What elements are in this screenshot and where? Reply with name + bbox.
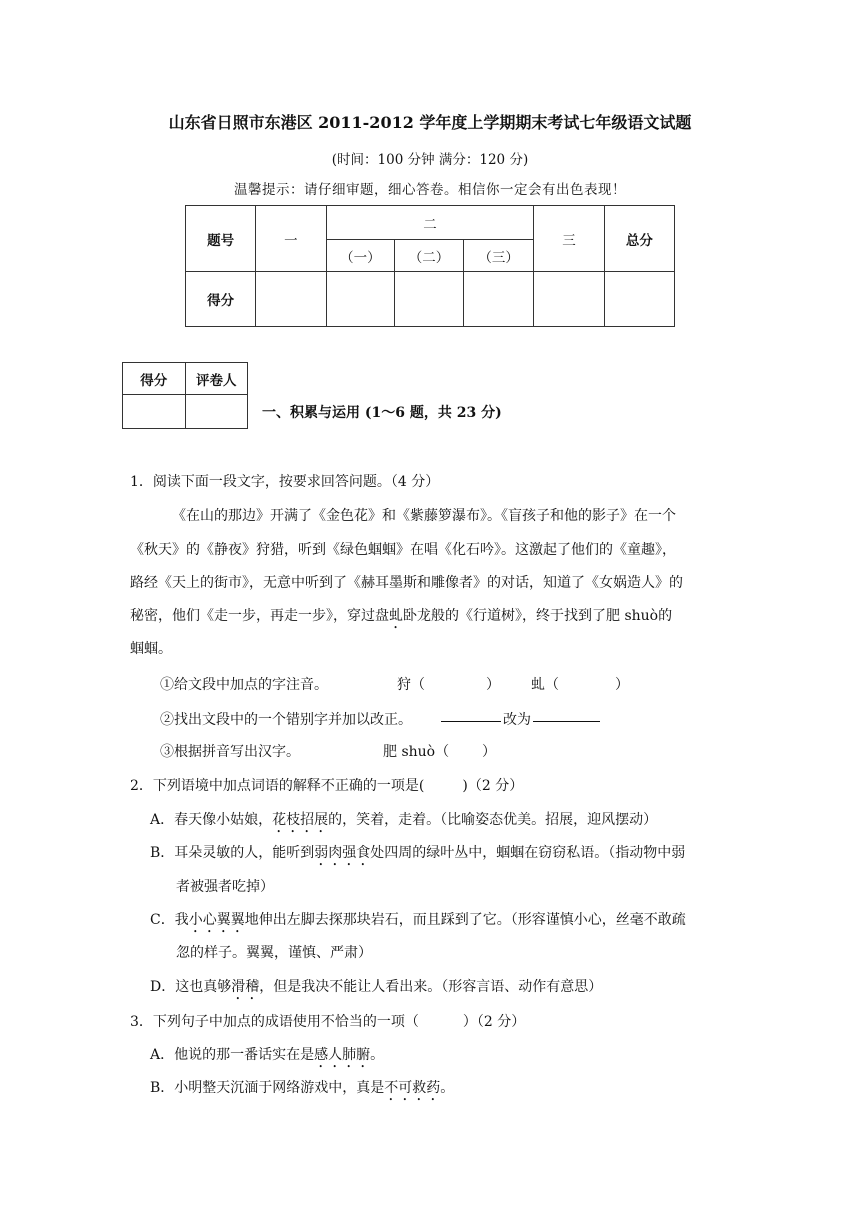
q1-sub-2-mid: 改为 bbox=[503, 712, 531, 728]
option-text: A．春天像小姑娘， bbox=[150, 812, 273, 828]
dotted-term: 弱肉强食 bbox=[314, 845, 371, 861]
option-text: D．这也真够 bbox=[150, 979, 232, 995]
header-sub-1: （一） bbox=[326, 240, 395, 272]
q2-heading-text: 2．下列语境中加点词语的解释不正确的一项是( bbox=[130, 778, 425, 794]
q1-passage-line: 路经《天上的街市》，无意中听到了《赫耳墨斯和雕像者》的对话，知道了《女娲造人》的 bbox=[130, 575, 683, 591]
header-sub-3: （三） bbox=[463, 240, 534, 272]
grader-name-cell[interactable] bbox=[185, 395, 248, 429]
q3-heading bbox=[130, 1011, 525, 1031]
header-part-two: 二 bbox=[326, 206, 534, 240]
header-part-three: 三 bbox=[534, 206, 604, 272]
q3-heading-end: ）（2 分） bbox=[462, 1014, 526, 1030]
q2-option-c bbox=[150, 909, 686, 936]
q2-option-c-continued: 忽的样子。翼翼，谨慎、严肃） bbox=[176, 945, 372, 961]
option-text: B．小明整天沉湎于网络游戏中，真是 bbox=[150, 1080, 385, 1096]
q2-option-d bbox=[150, 976, 602, 1003]
dotted-term: 感人肺腑 bbox=[314, 1047, 371, 1063]
q2-option-b bbox=[150, 842, 685, 869]
q1-dotted-char: 虬 bbox=[389, 608, 403, 624]
exam-time-info: (时间：100 分钟 满分：120 分) bbox=[331, 152, 529, 168]
score-cell[interactable] bbox=[395, 272, 464, 327]
q2-heading bbox=[130, 775, 523, 795]
q1-sub-2-answer-blank[interactable] bbox=[533, 707, 600, 722]
row-score-label: 得分 bbox=[186, 272, 256, 327]
option-text: C．我 bbox=[150, 912, 189, 928]
grader-name-label: 评卷人 bbox=[185, 363, 248, 395]
option-text: 地伸出左脚去探那块岩石，而且踩到了它。（形容谨慎小心，丝毫不敢疏 bbox=[244, 912, 686, 928]
q2-option-a bbox=[150, 809, 657, 836]
option-text: B．耳朵灵敏的人，能听到 bbox=[150, 845, 315, 861]
score-cell[interactable] bbox=[463, 272, 534, 327]
score-cell[interactable] bbox=[534, 272, 604, 327]
score-cell[interactable] bbox=[604, 272, 674, 327]
q1-passage-line bbox=[130, 605, 672, 632]
header-part-one: 一 bbox=[256, 206, 326, 272]
q3-option-a bbox=[150, 1044, 384, 1071]
dotted-term: 小心翼翼 bbox=[188, 912, 245, 928]
q2-heading-end: )（2 分） bbox=[462, 778, 524, 794]
q1-sub-2: ②找出文段中的一个错别字并加以改正。 bbox=[160, 712, 412, 728]
q1-sub-1-close-b: ） bbox=[615, 677, 629, 693]
q1-sub-3-close: ） bbox=[482, 744, 496, 760]
q3-heading-text: 3．下列句子中加点的成语使用不恰当的一项（ bbox=[130, 1014, 419, 1030]
option-text: 的，笑着，走着。（比喻姿态优美。招展，迎风摆动） bbox=[328, 812, 658, 828]
q1-heading: 1．阅读下面一段文字，按要求回答问题。（4 分） bbox=[130, 474, 440, 490]
q3-option-b bbox=[150, 1077, 454, 1104]
option-text: ，但是我决不能让人看出来。（形容言语、动作有意思） bbox=[259, 979, 603, 995]
q1-passage-line: 《秋天》的《静夜》狩猎，听到《绿色蝈蝈》在唱《化石吟》。这激起了他们的《童趣》， bbox=[130, 542, 676, 558]
grader-table bbox=[122, 362, 248, 429]
q1-sub-1-blank-b: 虬（ bbox=[531, 677, 559, 693]
header-total: 总分 bbox=[604, 206, 674, 272]
option-text: A．他说的那一番话实在是 bbox=[150, 1047, 315, 1063]
option-text: 。 bbox=[440, 1080, 455, 1096]
q1-sub-3: ③根据拼音写出汉字。 bbox=[160, 744, 300, 760]
score-cell[interactable] bbox=[326, 272, 395, 327]
dotted-term: 花枝招展 bbox=[272, 812, 329, 828]
option-text: 。 bbox=[370, 1047, 385, 1063]
header-question-number: 题号 bbox=[186, 206, 256, 272]
dotted-term: 不可救药 bbox=[384, 1080, 441, 1096]
section-title: 一、积累与运用 (1～6 题，共 23 分) bbox=[262, 405, 502, 421]
q1-passage-text: 卧龙般的《行道树》，终于找到了肥 shuò的 bbox=[403, 608, 673, 624]
q1-sub-2-blank[interactable] bbox=[441, 707, 501, 722]
q1-sub-3-blank: 肥 shuò（ bbox=[383, 744, 450, 760]
option-text: 处四周的绿叶丛中，蝈蝈在窃窃私语。（指动物中弱 bbox=[370, 845, 686, 861]
score-cell[interactable] bbox=[256, 272, 326, 327]
q1-passage-line: 《在山的那边》开满了《金色花》和《紫藤箩瀑布》。《盲孩子和他的影子》在一个 bbox=[172, 508, 676, 524]
q1-sub-1-close-a: ） bbox=[486, 677, 500, 693]
exam-tip: 温馨提示：请仔细审题，细心答卷。相信你一定会有出色表现！ bbox=[234, 182, 626, 198]
exam-title: 山东省日照市东港区 2011-2012 学年度上学期期末考试七年级语文试题 bbox=[168, 113, 692, 132]
q1-sub-1: ①给文段中加点的字注音。 bbox=[160, 677, 328, 693]
dotted-term: 滑稽 bbox=[231, 979, 260, 995]
header-sub-2: （二） bbox=[395, 240, 464, 272]
grader-score-cell[interactable] bbox=[123, 395, 186, 429]
score-table bbox=[185, 205, 675, 327]
q2-option-b-continued: 者被强者吃掉） bbox=[176, 879, 274, 895]
grader-score-label: 得分 bbox=[123, 363, 186, 395]
q1-sub-1-blank-a: 狩（ bbox=[397, 677, 425, 693]
q1-passage-line: 蝈蝈。 bbox=[130, 641, 172, 657]
q1-passage-text: 秘密，他们《走一步，再走一步》，穿过盘 bbox=[130, 608, 389, 624]
